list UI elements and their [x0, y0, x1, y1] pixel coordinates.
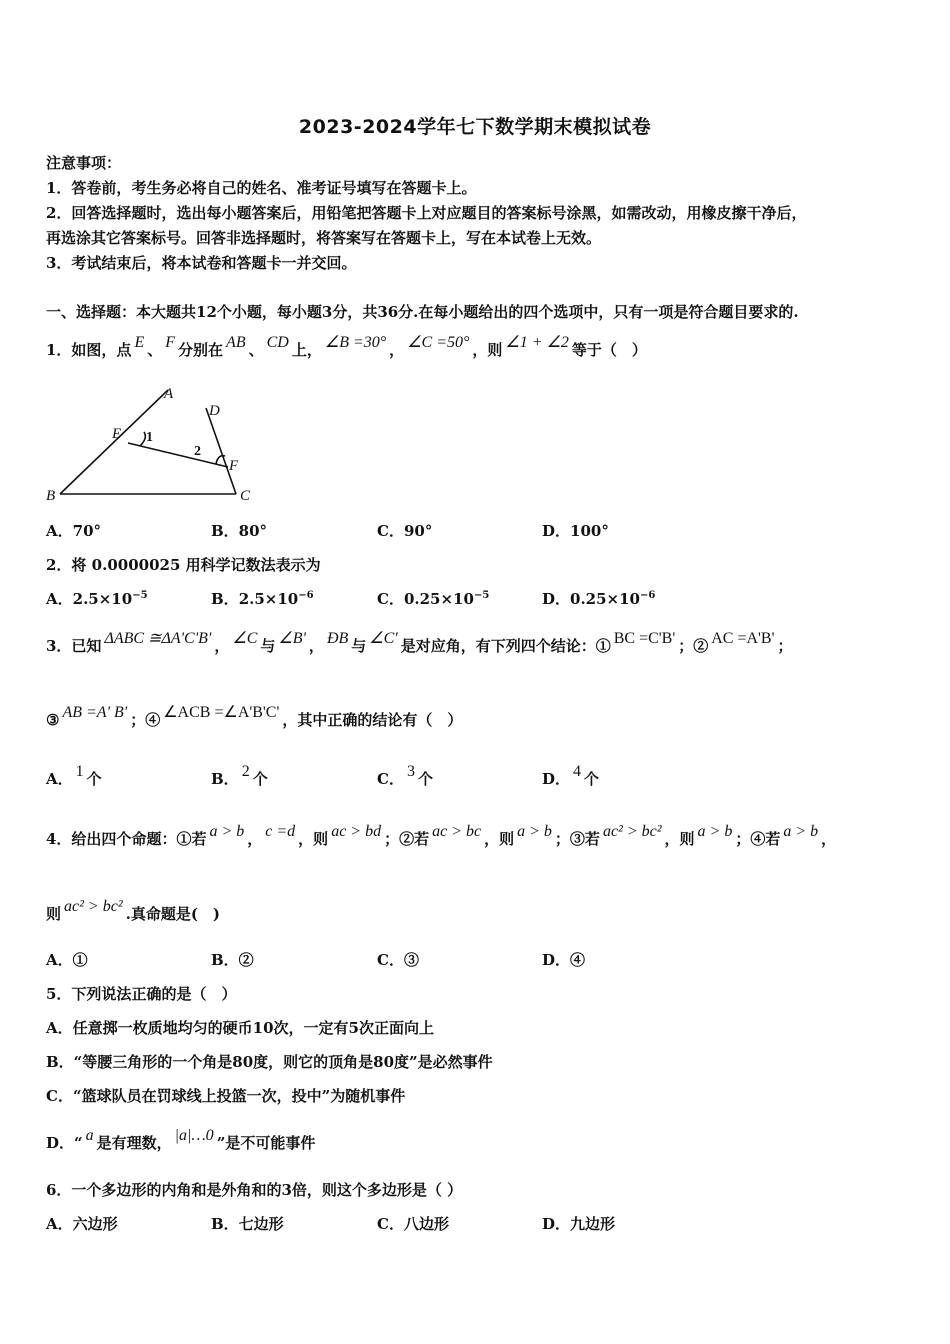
q5-option-a: A．任意掷一枚质地均匀的硬币10次，一定有5次正面向上	[46, 1019, 434, 1037]
q1-option-b: B．80°	[211, 522, 268, 540]
notice-header: 注意事项：	[46, 154, 122, 172]
q5-option-c: C．“篮球队员在罚球线上投篮一次，投中”为随机事件	[46, 1087, 406, 1105]
q3-option-b: B． 2 个	[211, 763, 268, 788]
page-title: 2023-2024学年七下数学期末模拟试卷	[298, 116, 652, 138]
label-A: A	[164, 386, 174, 402]
q3-option-d: D． 4 个	[542, 763, 600, 788]
angle-1-arc	[140, 432, 145, 446]
q6-option-a: A．六边形	[46, 1215, 118, 1233]
question-4: 4．给出四个命题：①若 a > b ， c =d ，则 ac > bd ；②若 ac > bc ，则 a > b ；③若 ac² > bc² ，则 a > b ；④若 a > b ，	[46, 823, 837, 848]
q4-option-a: A．①	[46, 951, 88, 969]
q4-option-c: C．③	[377, 951, 419, 969]
question-6: 6．一个多边形的内角和是外角和的3倍，则这个多边形是（ ）	[46, 1181, 463, 1199]
question-4-cont: 则 ac² > bc² .真命题是( )	[46, 898, 221, 923]
q2-option-d: D．$0.25\times 10^{-6}$	[542, 590, 656, 608]
question-5: 5．下列说法正确的是（ ）	[46, 985, 237, 1003]
label-F: F	[229, 458, 239, 474]
question-2: 2．将 0.0000025 用科学记数法表示为	[46, 556, 321, 574]
label-C: C	[240, 488, 251, 504]
q6-option-c: C．八边形	[377, 1215, 449, 1233]
q2-option-b: B．$2.5\times 10^{-6}$	[211, 590, 314, 608]
section-heading: 一、选择题：本大题共12个小题，每小题3分，共36分.在每小题给出的四个选项中，只有一项是符合题目要求的.	[46, 303, 799, 321]
q2-option-a: A．$2.5\times 10^{-5}$	[46, 590, 148, 608]
question-3-cont: ③ AB =A' B' ；④ ∠ACB =∠A'B'C' ，其中正确的结论有（ ）	[46, 704, 463, 729]
q3-option-c: C． 3 个	[377, 763, 433, 788]
label-angle-2: 2	[194, 444, 201, 459]
q1-option-d: D．100°	[542, 522, 609, 540]
notice-item: 3．考试结束后，将本试卷和答题卡一并交回。	[46, 254, 357, 272]
q1-option-c: C．90°	[377, 522, 433, 540]
q5-option-b: B．“等腰三角形的一个角是80度，则它的顶角是80度”是必然事件	[46, 1053, 493, 1071]
q3-option-a: A． 1 个	[46, 763, 102, 788]
label-B: B	[46, 488, 56, 504]
q4-option-d: D．④	[542, 951, 586, 969]
label-angle-1: 1	[146, 430, 153, 445]
label-E: E	[112, 426, 122, 442]
notice-item: 2．回答选择题时，选出每小题答案后，用铅笔把答题卡上对应题目的答案标号涂黑，如需改动，用橡皮擦干净后，	[46, 204, 807, 222]
q2-option-c: C．$0.25\times 10^{-5}$	[377, 590, 490, 608]
line-DC	[206, 408, 236, 494]
q6-option-b: B．七边形	[211, 1215, 284, 1233]
notice-item: 再选涂其它答案标号。回答非选择题时，将答案写在答题卡上，写在本试卷上无效。	[46, 229, 602, 247]
q4-option-b: B．②	[211, 951, 254, 969]
question-1: 1．如图，点 E 、 F 分别在 AB 、 CD 上， ∠B =30° ， ∠C =50° ，则 ∠1 + ∠2 等于（ ）	[46, 334, 647, 359]
q6-option-d: D．九边形	[542, 1215, 616, 1233]
q5-option-d: D．“ a 是有理数， |a|…0 ”是不可能事件	[46, 1127, 316, 1152]
line-EF	[128, 443, 228, 467]
geometry-figure	[46, 378, 276, 508]
question-3: 3．已知 ΔABC ≅ΔA'C'B' ， ∠C 与 ∠B' ， ÐB 与 ∠C' 是对应角，有下列四个结论：① BC =C'B' ；② AC =A'B' ；	[46, 630, 793, 655]
label-D: D	[209, 403, 220, 419]
q1-option-a: A．70°	[46, 522, 102, 540]
notice-item: 1．答卷前，考生务必将自己的姓名、准考证号填写在答题卡上。	[46, 179, 477, 197]
